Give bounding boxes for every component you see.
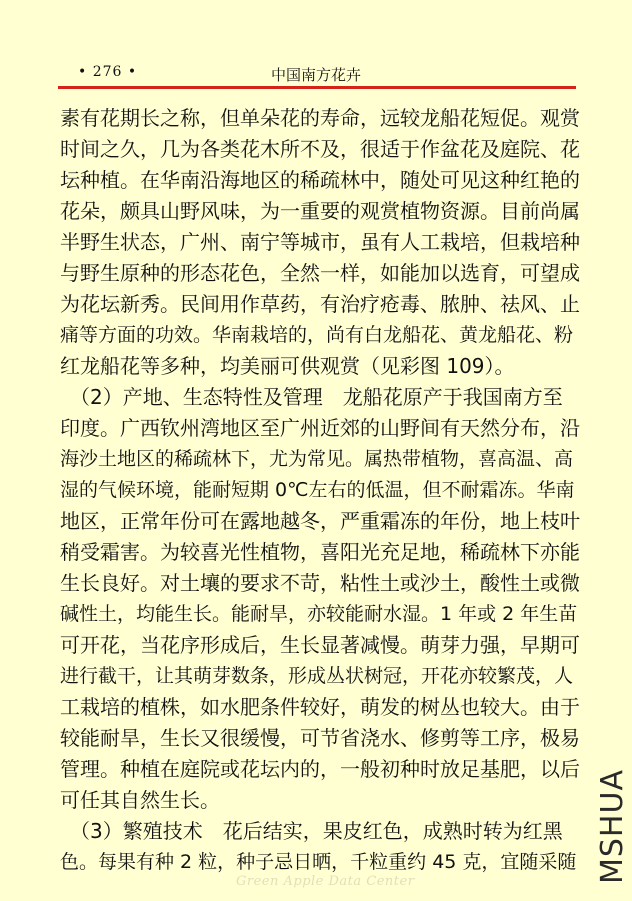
text-line: 与野生原种的形态花色，全然一样，如能加以选育，可望成 bbox=[60, 261, 580, 285]
text-line: 痛等方面的功效。华南栽培的，尚有白龙船花、黄龙船花、粉 bbox=[60, 324, 574, 346]
text-line: 较能耐旱，生长又很缓慢，可节省浇水、修剪等工序，极易 bbox=[60, 726, 580, 750]
text-line: 碱性土，均能生长。能耐旱，亦较能耐水湿。1 年或 2 年生苗 bbox=[60, 603, 578, 625]
page-number: • 276 • bbox=[78, 64, 138, 80]
text-line: 海沙土地区的稀疏林下，尤为常见。属热带植物，喜高温、高 bbox=[60, 448, 574, 470]
text-line: 色。每果有种 2 粒，种子忌日晒，千粒重约 45 克，宜随采随 bbox=[60, 851, 577, 873]
header-rule bbox=[58, 86, 576, 89]
text-line: 花朵，颇具山野风味，为一重要的观赏植物资源。目前尚属 bbox=[60, 199, 580, 223]
text-line: 工栽培的植株，如水肥条件较好，萌发的树丛也较大。由于 bbox=[60, 695, 580, 719]
text-line: 湿的气候环境，能耐短期 0℃左右的低温，但不耐霜冻。华南 bbox=[60, 479, 575, 501]
text-line: 半野生状态，广州、南宁等城市，虽有人工栽培，但栽培种 bbox=[60, 230, 580, 254]
side-watermark: MSHUA bbox=[595, 769, 630, 884]
text-line: 红龙船花等多种，均美丽可供观赏（见彩图 109）。 bbox=[60, 354, 515, 378]
text-line: 印度。广西钦州湾地区至广州近郊的山野间有天然分布，沿 bbox=[60, 416, 580, 440]
page-header bbox=[0, 64, 632, 88]
text-line: （2）产地、生态特性及管理 龙船花原产于我国南方至 bbox=[60, 385, 563, 409]
text-line: 可任其自然生长。 bbox=[60, 788, 220, 812]
footer-watermark: Green Apple Data Center bbox=[236, 874, 415, 889]
text-line: 生长良好。对土壤的要求不苛，粘性土或沙土，酸性土或微 bbox=[60, 571, 580, 595]
text-line: 时间之久，几为各类花木所不及，很适于作盆花及庭院、花 bbox=[60, 137, 580, 161]
text-line: 管理。种植在庭院或花坛内的，一般初种时放足基肥，以后 bbox=[60, 757, 580, 781]
text-line: 素有花期长之称，但单朵花的寿命，远较龙船花短促。观赏 bbox=[60, 106, 580, 130]
text-line: 为花坛新秀。民间用作草药，有治疗疮毒、脓肿、祛风、止 bbox=[60, 292, 580, 316]
book-title: 中国南方花卉 bbox=[270, 66, 361, 84]
text-line: 坛种植。在华南沿海地区的稀疏林中，随处可见这种红艳的 bbox=[60, 168, 580, 192]
text-line: 稍受霜害。为较喜光性植物，喜阳光充足地，稀疏林下亦能 bbox=[60, 540, 580, 564]
text-line: 地区，正常年份可在露地越冬，严重霜冻的年份，地上枝叶 bbox=[60, 509, 580, 533]
text-line: 进行截干，让其萌芽数条，形成丛状树冠，开花亦较繁茂，人 bbox=[60, 665, 574, 687]
text-line: 可开花，当花序形成后，生长显著减慢。萌芽力强，早期可 bbox=[60, 633, 580, 657]
text-line: （3）繁殖技术 花后结实，果皮红色，成熟时转为红黑 bbox=[60, 819, 563, 843]
